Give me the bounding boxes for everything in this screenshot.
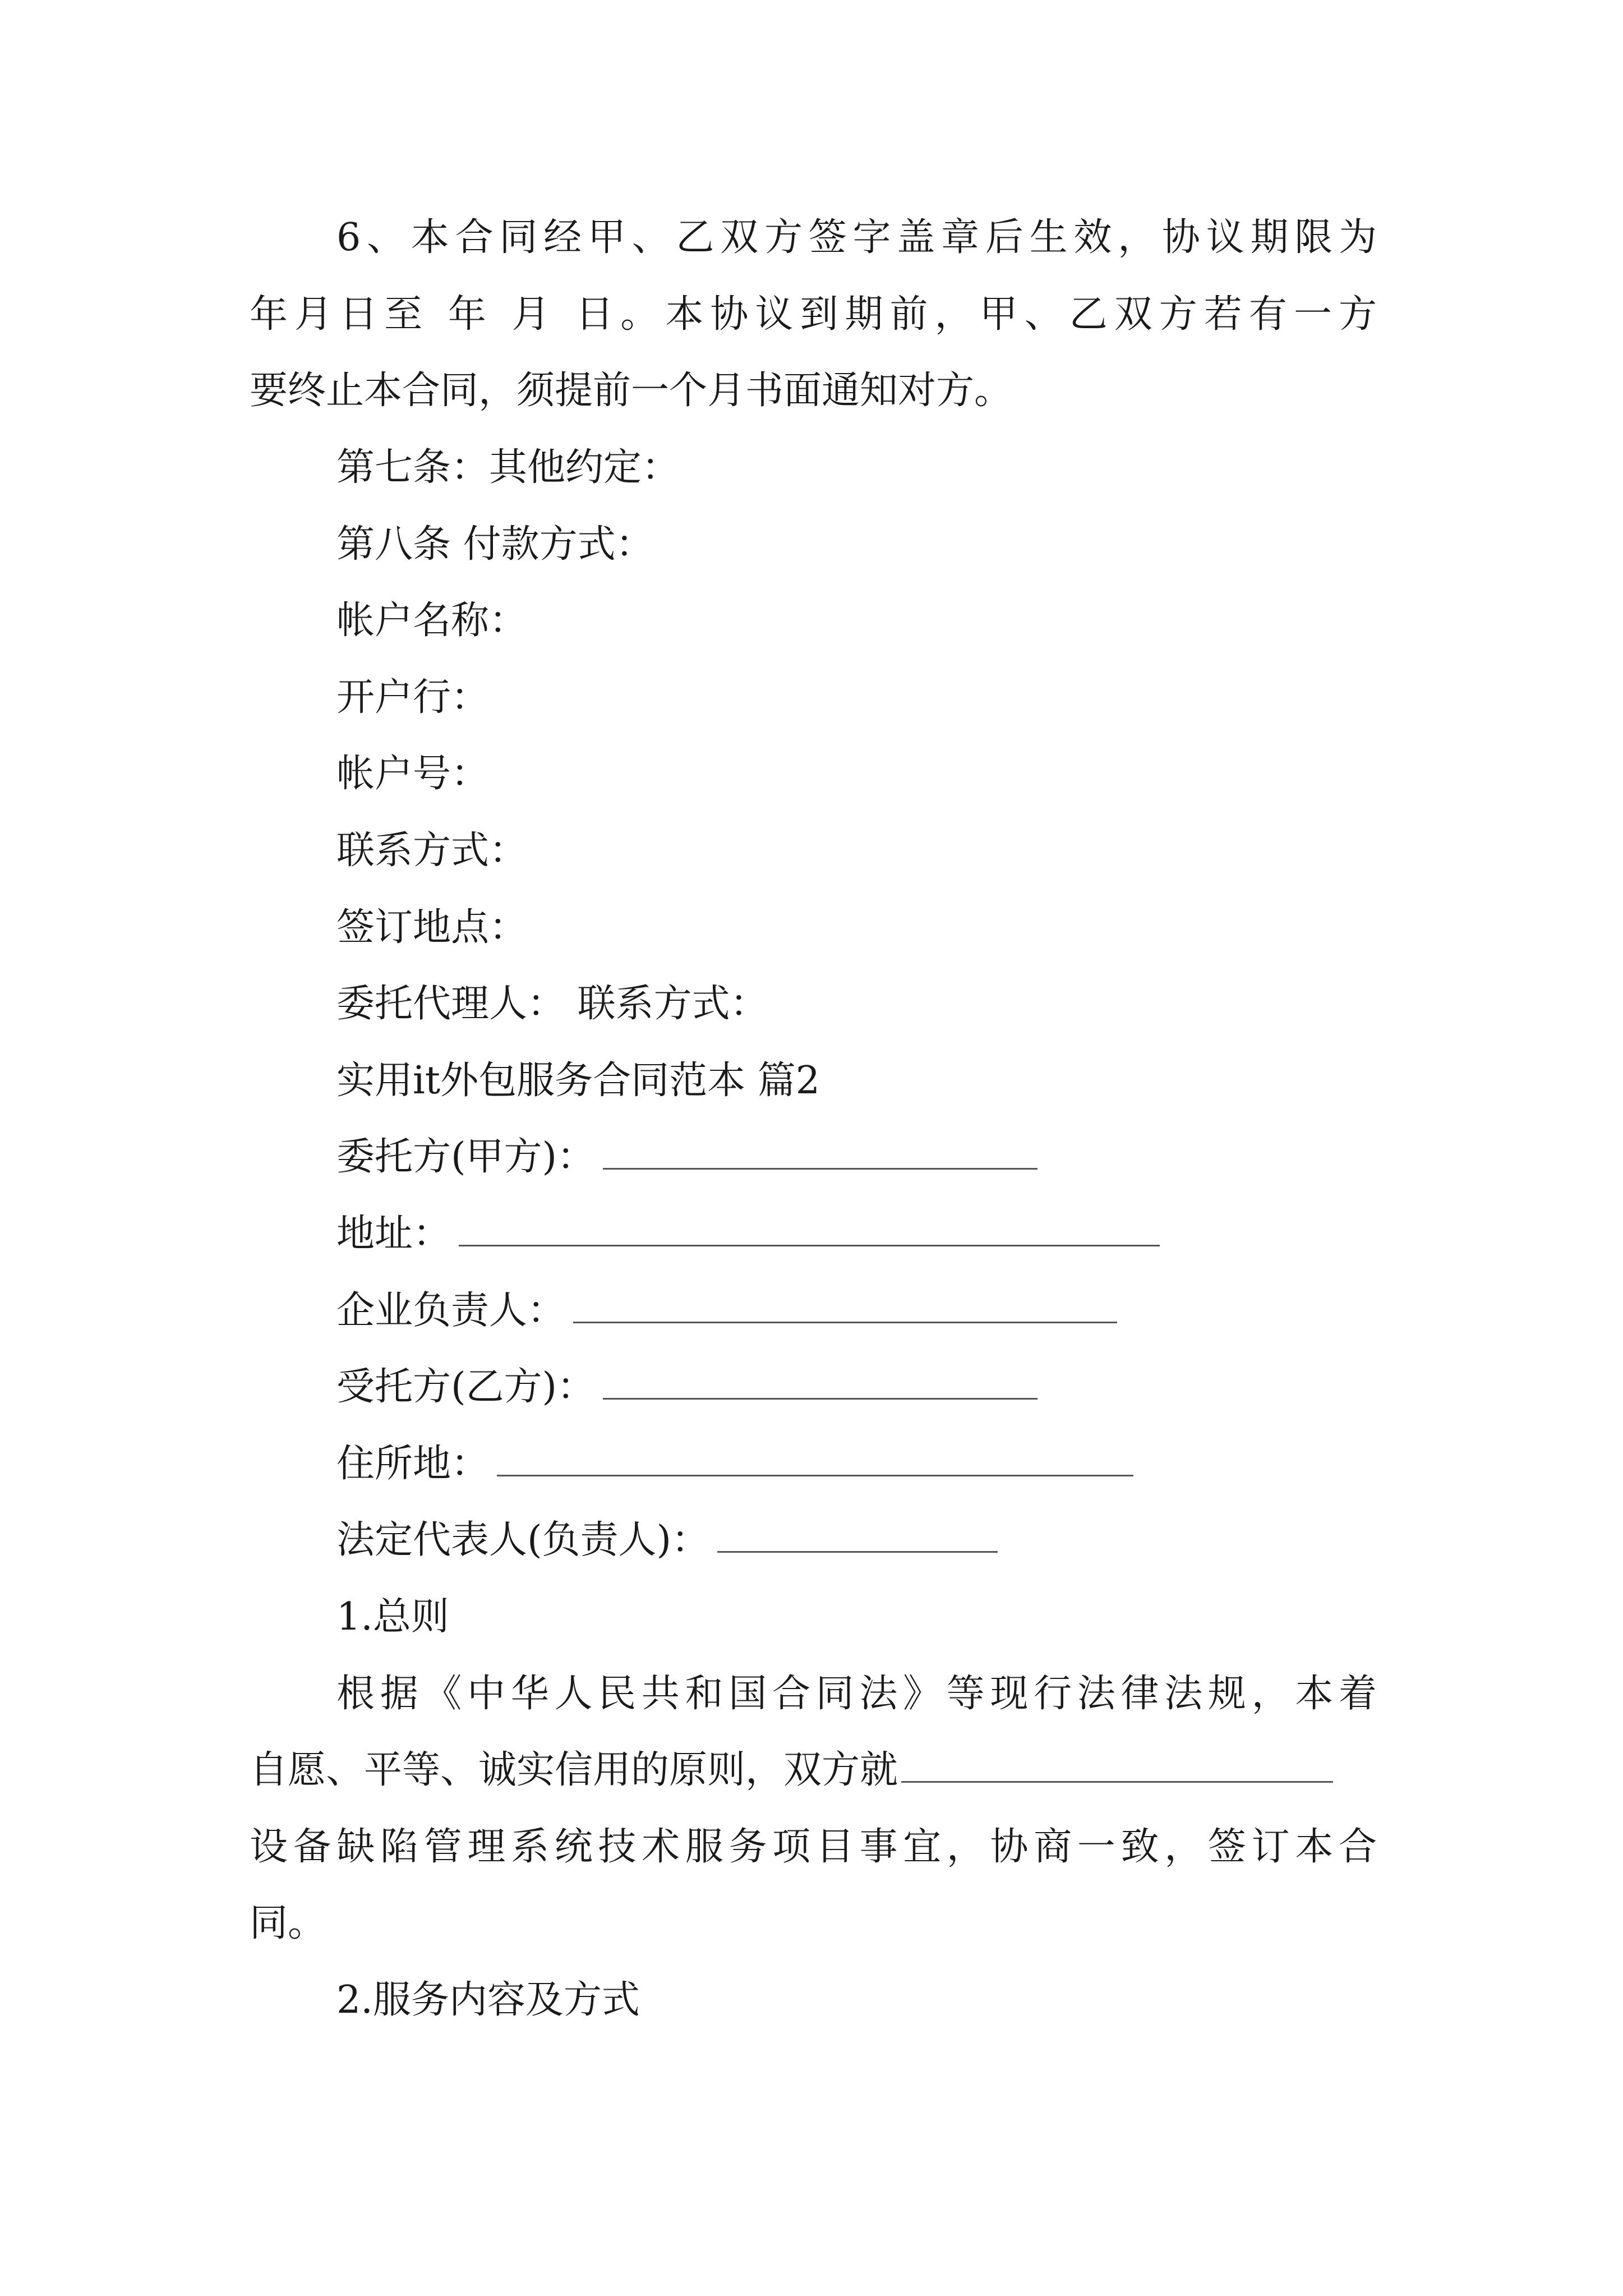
principal-blank [573,1289,1117,1323]
account-number-label: 帐户号： [336,752,490,796]
sign-place-label: 签订地点： [336,905,528,950]
bank-label: 开户行： [336,675,490,720]
section2-title: 2.服务内容及方式 [336,1978,640,2022]
party-b-row [336,1361,1038,1413]
party-a-label: 委托方(甲方)： [336,1135,596,1179]
party-b-label: 受托方(乙方)： [336,1365,596,1409]
contact-label: 联系方式： [336,829,528,873]
party-a-blank [603,1135,1038,1170]
section1-title: 1.总则 [336,1595,449,1639]
para6-line1: 6、本合同经甲、乙双方签字盖章后生效，协议期限为 [336,215,1377,260]
section1-line4: 同。 [250,1901,326,1945]
article7-heading: 第七条：其他约定： [336,445,680,490]
legal-rep-row [336,1515,998,1566]
domicile-label: 住所地： [336,1442,490,1486]
section1-line3: 设备缺陷管理系统技术服务项目事宜，协商一致，签订本合 [250,1825,1377,1869]
service-blank [901,1749,1333,1783]
para6-line3: 要终止本合同，须提前一个月书面通知对方。 [250,369,1013,413]
section1-line2-row [250,1745,1333,1796]
address-blank [459,1212,1160,1246]
article8-heading: 第八条 付款方式： [336,522,654,567]
agent-label: 委托代理人： 联系方式： [336,982,768,1026]
address-label: 地址： [336,1212,451,1256]
legal-rep-blank [717,1519,998,1553]
section1-line1: 根据《中华人民共和国合同法》等现行法律法规，本着 [336,1672,1377,1716]
legal-rep-label: 法定代表人(负责人)： [336,1518,710,1562]
section1-line2: 自愿、平等、诚实信用的原则，双方就 [250,1748,898,1792]
address-row [336,1208,1160,1260]
account-name-label: 帐户名称： [336,599,528,643]
para6-line2: 年月日至 年 月 日。本协议到期前，甲、乙双方若有一方 [250,292,1377,337]
principal-label: 企业负责人： [336,1289,566,1333]
section-title: 实用it外包服务合同范本 篇2 [336,1059,820,1103]
domicile-blank [497,1442,1133,1476]
principal-row [336,1285,1117,1337]
domicile-row [336,1438,1133,1490]
party-a-row [336,1131,1038,1183]
party-b-blank [603,1365,1038,1400]
